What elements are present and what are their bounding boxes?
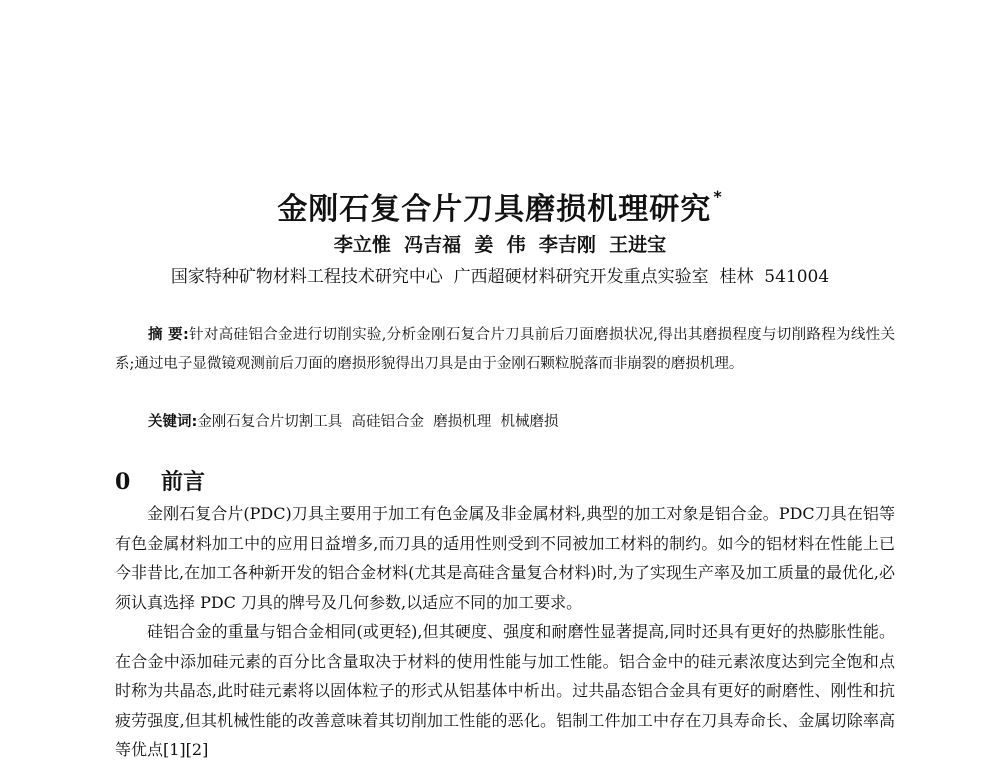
affiliation: 国家特种矿物材料工程技术研究中心 广西超硬材料研究开发重点实验室 桂林 541004 — [170, 267, 830, 287]
section-body — [115, 499, 895, 760]
abstract-label: 摘 要: — [148, 327, 189, 343]
section-number: 0 — [115, 469, 131, 495]
author-list: 李立惟 冯吉福 姜 伟 李吉刚 王进宝 — [333, 234, 667, 256]
section-heading — [115, 465, 895, 496]
body-paragraph: 金刚石复合片(PDC)刀具主要用于加工有色金属及非金属材料,典型的加工对象是铝合金。PDC刀具在铝等有色金属材料加工中的应用日益增多,而刀具的适用性则受到不同被加工材料的制约。如今的铝材料在性能上已今非昔比,在加工各种新开发的铝合金材料(尤其是高硅含量复合材料)时,为了实现生产率及加工质量的最优化,必须认真选择 PDC 刀具的牌号及几何参数,以适应不同的加工要求。 — [115, 504, 895, 612]
keywords — [115, 408, 928, 437]
abstract-text: 针对高硅铝合金进行切削实验,分析金刚石复合片刀具前后刀面磨损状况,得出其磨损程度与切削路程为线性关系;通过电子显微镜观测前后刀面的磨损形貌得出刀具是由于金刚石颗粒脱落而非崩裂的磨损机理。 — [115, 327, 895, 372]
keywords-label: 关键词: — [148, 414, 198, 430]
body-paragraph: 硅铝合金的重量与铝合金相同(或更轻),但其硬度、强度和耐磨性显著提高,同时还具有更好的热膨胀性能。在合金中添加硅元素的百分比含量取决于材料的使用性能与加工性能。铝合金中的硅元素浓度达到完全饱和点时称为共晶态,此时硅元素将以固体粒子的形式从铝基体中析出。过共晶态铝合金具有更好的耐磨性、刚性和抗疲劳强度,但其机械性能的改善意味着其切削加工性能的恶化。铝制工件加工中存在刀具寿命长、金属切除率高等优点[1][2] — [115, 622, 895, 759]
keywords-text: 金刚石复合片切割工具 高硅铝合金 磨损机理 机械磨损 — [197, 414, 559, 430]
section-title: 前言 — [160, 469, 205, 495]
paper-title — [0, 184, 1000, 228]
title-footnote-marker: * — [713, 187, 723, 206]
paper-title-text: 金刚石复合片刀具磨损机理研究 — [277, 192, 712, 227]
abstract — [115, 321, 895, 379]
